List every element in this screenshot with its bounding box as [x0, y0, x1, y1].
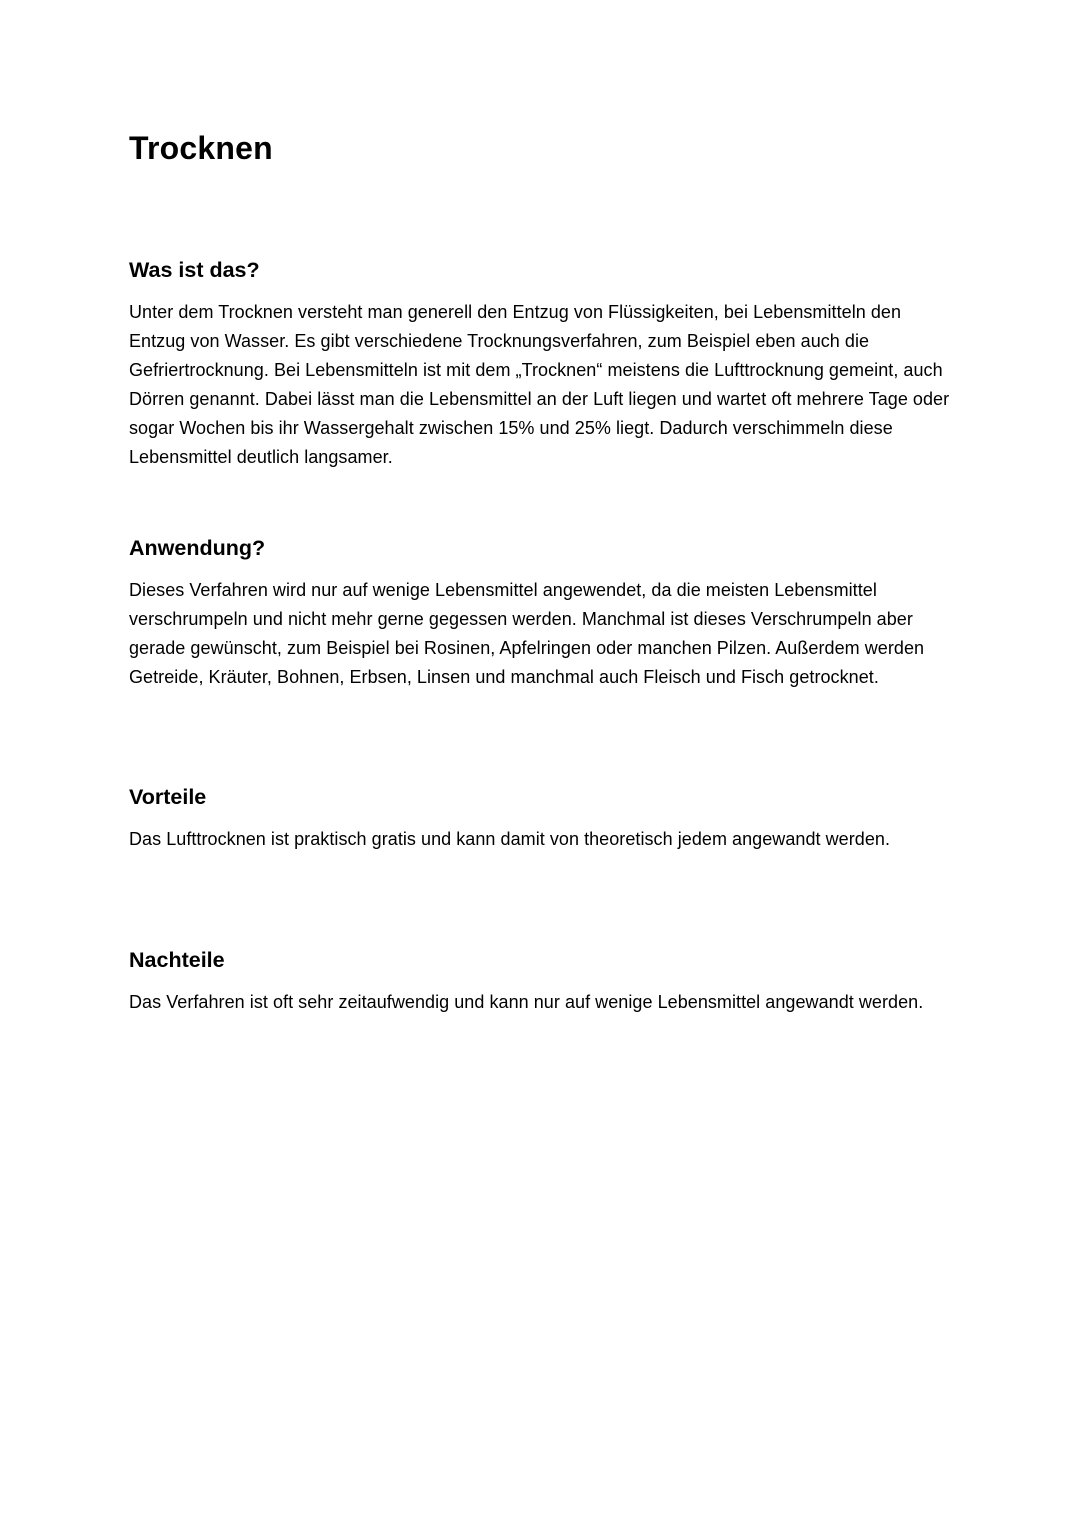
section-heading: Nachteile: [129, 948, 225, 972]
section-heading: Vorteile: [129, 785, 207, 809]
document-title: Trocknen: [129, 130, 273, 166]
section-body: Das Verfahren ist oft sehr zeitaufwendig und kann nur auf wenige Lebensmittel angewandt werden.: [129, 992, 924, 1012]
section-body: Dieses Verfahren wird nur auf wenige Lebensmittel angewendet, da die meisten Lebensmittel verschrumpeln und nicht mehr gerne gegessen werden. Manchmal ist dieses Verschrumpeln aber gerade gewünscht, zum Beispiel bei Rosinen, Apfelringen oder manchen Pilzen. Außerdem werden Getreide, Kräuter, Bohnen, Erbsen, Linsen und manchmal auch Fleisch und Fisch getrocknet.: [129, 580, 925, 687]
section-body: Unter dem Trocknen versteht man generell den Entzug von Flüssigkeiten, bei Lebensmitteln den Entzug von Wasser. Es gibt verschiedene Trocknungsverfahren, zum Beispiel eben auch die Gefriertrocknung. Bei Lebensmitteln ist mit dem „Trocknen“ meistens die Lufttrocknung gemeint, auch Dörren genannt. Dabei lässt man die Lebensmittel an der Luft liegen und wartet oft mehrere Tage oder sogar Wochen bis ihr Wassergehalt zwischen 15% und 25% liegt. Dadurch verschimmeln diese Lebensmittel deutlich langsamer.: [129, 302, 950, 467]
section-heading: Was ist das?: [129, 258, 260, 282]
section-vorteile: [129, 783, 959, 854]
section-nachteile: [129, 946, 959, 1017]
section-heading: Anwendung?: [129, 536, 266, 560]
section-anwendung: [129, 534, 959, 692]
section-was-ist-das: [129, 256, 959, 472]
section-body: Das Lufttrocknen ist praktisch gratis und kann damit von theoretisch jedem angewandt werden.: [129, 829, 891, 849]
